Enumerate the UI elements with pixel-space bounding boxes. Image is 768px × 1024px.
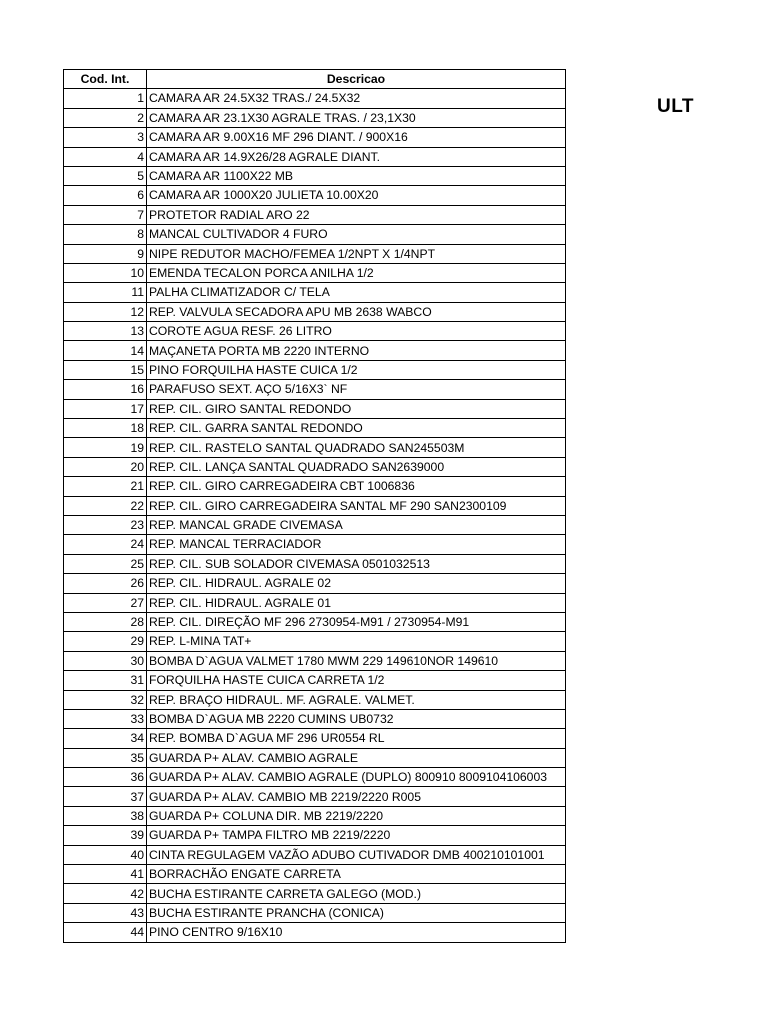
- cell-descricao: PINO FORQUILHA HASTE CUICA 1/2: [147, 360, 566, 379]
- table-row: [64, 263, 566, 282]
- table-row: [64, 535, 566, 554]
- header-descricao: Descricao: [147, 70, 566, 89]
- cell-cod-int: 2: [64, 108, 147, 127]
- table-row: [64, 806, 566, 825]
- cell-cod-int: 27: [64, 593, 147, 612]
- table-row: [64, 826, 566, 845]
- cell-cod-int: 13: [64, 322, 147, 341]
- cell-cod-int: 41: [64, 865, 147, 884]
- cell-cod-int: 7: [64, 205, 147, 224]
- cell-descricao: REP. CIL. GIRO SANTAL REDONDO: [147, 399, 566, 418]
- table-row: [64, 574, 566, 593]
- cell-descricao: CAMARA AR 23.1X30 AGRALE TRAS. / 23,1X30: [147, 108, 566, 127]
- cell-cod-int: 21: [64, 477, 147, 496]
- cell-cod-int: 6: [64, 186, 147, 205]
- table-row: [64, 845, 566, 864]
- table-row: [64, 225, 566, 244]
- cell-descricao: REP. CIL. GIRO CARREGADEIRA CBT 1006836: [147, 477, 566, 496]
- cell-descricao: MANCAL CULTIVADOR 4 FURO: [147, 225, 566, 244]
- cell-descricao: CAMARA AR 24.5X32 TRAS./ 24.5X32: [147, 89, 566, 108]
- cell-cod-int: 22: [64, 496, 147, 515]
- cell-descricao: GUARDA P+ ALAV. CAMBIO AGRALE (DUPLO) 800910 8009104106003: [147, 768, 566, 787]
- cell-descricao: REP. CIL. DIREÇÃO MF 296 2730954-M91 / 2730954-M91: [147, 612, 566, 631]
- cell-cod-int: 29: [64, 632, 147, 651]
- cell-descricao: CINTA REGULAGEM VAZÃO ADUBO CUTIVADOR DMB 400210101001: [147, 845, 566, 864]
- cell-descricao: BUCHA ESTIRANTE CARRETA GALEGO (MOD.): [147, 884, 566, 903]
- cell-cod-int: 3: [64, 128, 147, 147]
- cell-descricao: REP. CIL. SUB SOLADOR CIVEMASA 0501032513: [147, 554, 566, 573]
- cell-descricao: REP. CIL. LANÇA SANTAL QUADRADO SAN2639000: [147, 457, 566, 476]
- table-row: [64, 671, 566, 690]
- cell-descricao: PALHA CLIMATIZADOR C/ TELA: [147, 283, 566, 302]
- table-row: [64, 302, 566, 321]
- table-row: [64, 593, 566, 612]
- cell-descricao: FORQUILHA HASTE CUICA CARRETA 1/2: [147, 671, 566, 690]
- cell-cod-int: 19: [64, 438, 147, 457]
- table-row: [64, 457, 566, 476]
- cell-descricao: REP. BRAÇO HIDRAUL. MF. AGRALE. VALMET.: [147, 690, 566, 709]
- cell-descricao: REP. MANCAL GRADE CIVEMASA: [147, 515, 566, 534]
- table-row: [64, 360, 566, 379]
- cell-descricao: GUARDA P+ TAMPA FILTRO MB 2219/2220: [147, 826, 566, 845]
- cell-cod-int: 36: [64, 768, 147, 787]
- table-row: [64, 612, 566, 631]
- cell-cod-int: 15: [64, 360, 147, 379]
- cell-cod-int: 12: [64, 302, 147, 321]
- table-row: [64, 399, 566, 418]
- table-row: [64, 419, 566, 438]
- cell-descricao: CAMARA AR 1000X20 JULIETA 10.00X20: [147, 186, 566, 205]
- cell-descricao: CAMARA AR 14.9X26/28 AGRALE DIANT.: [147, 147, 566, 166]
- cell-cod-int: 1: [64, 89, 147, 108]
- parts-table: [63, 69, 566, 943]
- cell-cod-int: 43: [64, 903, 147, 922]
- cell-cod-int: 10: [64, 263, 147, 282]
- table-row: [64, 729, 566, 748]
- table-row: [64, 632, 566, 651]
- table-row: [64, 709, 566, 728]
- table-row: [64, 186, 566, 205]
- cell-descricao: NIPE REDUTOR MACHO/FEMEA 1/2NPT X 1/4NPT: [147, 244, 566, 263]
- table-row: [64, 923, 566, 942]
- table-row: [64, 554, 566, 573]
- table-row: [64, 477, 566, 496]
- cell-descricao: REP. MANCAL TERRACIADOR: [147, 535, 566, 554]
- cell-cod-int: 24: [64, 535, 147, 554]
- table-row: [64, 322, 566, 341]
- cell-cod-int: 34: [64, 729, 147, 748]
- table-row: [64, 496, 566, 515]
- cell-descricao: PROTETOR RADIAL ARO 22: [147, 205, 566, 224]
- table-body: [64, 89, 566, 942]
- table-row: [64, 690, 566, 709]
- cell-descricao: GUARDA P+ COLUNA DIR. MB 2219/2220: [147, 806, 566, 825]
- table-row: [64, 787, 566, 806]
- cell-cod-int: 42: [64, 884, 147, 903]
- table-row: [64, 515, 566, 534]
- table-row: [64, 884, 566, 903]
- table-row: [64, 128, 566, 147]
- cell-descricao: EMENDA TECALON PORCA ANILHA 1/2: [147, 263, 566, 282]
- table-row: [64, 768, 566, 787]
- header-cod-int: Cod. Int.: [64, 70, 147, 89]
- cell-descricao: PARAFUSO SEXT. AÇO 5/16X3` NF: [147, 380, 566, 399]
- cell-cod-int: 17: [64, 399, 147, 418]
- cell-descricao: REP. CIL. GARRA SANTAL REDONDO: [147, 419, 566, 438]
- table-row: [64, 89, 566, 108]
- table-row: [64, 380, 566, 399]
- cell-descricao: REP. CIL. HIDRAUL. AGRALE 02: [147, 574, 566, 593]
- table-row: [64, 283, 566, 302]
- cell-descricao: REP. CIL. GIRO CARREGADEIRA SANTAL MF 290 SAN2300109: [147, 496, 566, 515]
- cell-cod-int: 39: [64, 826, 147, 845]
- cell-cod-int: 20: [64, 457, 147, 476]
- cell-cod-int: 35: [64, 748, 147, 767]
- cell-descricao: BUCHA ESTIRANTE PRANCHA (CONICA): [147, 903, 566, 922]
- cell-descricao: REP. BOMBA D`AGUA MF 296 UR0554 RL: [147, 729, 566, 748]
- table-row: [64, 147, 566, 166]
- table-row: [64, 748, 566, 767]
- table-row: [64, 438, 566, 457]
- cell-cod-int: 18: [64, 419, 147, 438]
- cell-descricao: BOMBA D`AGUA VALMET 1780 MWM 229 149610NOR 149610: [147, 651, 566, 670]
- header-row: [64, 70, 566, 89]
- cell-descricao: REP. CIL. RASTELO SANTAL QUADRADO SAN245503M: [147, 438, 566, 457]
- cell-cod-int: 32: [64, 690, 147, 709]
- table-row: [64, 651, 566, 670]
- cell-descricao: REP. CIL. HIDRAUL. AGRALE 01: [147, 593, 566, 612]
- cell-cod-int: 16: [64, 380, 147, 399]
- cell-cod-int: 4: [64, 147, 147, 166]
- cell-descricao: REP. VALVULA SECADORA APU MB 2638 WABCO: [147, 302, 566, 321]
- cell-descricao: CAMARA AR 9.00X16 MF 296 DIANT. / 900X16: [147, 128, 566, 147]
- cell-cod-int: 30: [64, 651, 147, 670]
- cell-descricao: REP. L-MINA TAT+: [147, 632, 566, 651]
- cell-cod-int: 8: [64, 225, 147, 244]
- cell-cod-int: 23: [64, 515, 147, 534]
- table-row: [64, 166, 566, 185]
- cell-cod-int: 5: [64, 166, 147, 185]
- cell-descricao: COROTE AGUA RESF. 26 LITRO: [147, 322, 566, 341]
- cell-descricao: PINO CENTRO 9/16X10: [147, 923, 566, 942]
- cell-cod-int: 11: [64, 283, 147, 302]
- cell-cod-int: 38: [64, 806, 147, 825]
- cell-cod-int: 40: [64, 845, 147, 864]
- cell-cod-int: 25: [64, 554, 147, 573]
- cell-cod-int: 37: [64, 787, 147, 806]
- cell-cod-int: 31: [64, 671, 147, 690]
- cell-cod-int: 28: [64, 612, 147, 631]
- cell-descricao: BORRACHÃO ENGATE CARRETA: [147, 865, 566, 884]
- table-row: [64, 244, 566, 263]
- cell-cod-int: 44: [64, 923, 147, 942]
- table-row: [64, 108, 566, 127]
- table-row: [64, 903, 566, 922]
- table-row: [64, 205, 566, 224]
- cell-cod-int: 9: [64, 244, 147, 263]
- cell-cod-int: 26: [64, 574, 147, 593]
- cell-cod-int: 14: [64, 341, 147, 360]
- table-row: [64, 865, 566, 884]
- cell-descricao: GUARDA P+ ALAV. CAMBIO MB 2219/2220 R005: [147, 787, 566, 806]
- cell-descricao: GUARDA P+ ALAV. CAMBIO AGRALE: [147, 748, 566, 767]
- cell-descricao: CAMARA AR 1100X22 MB: [147, 166, 566, 185]
- table-row: [64, 341, 566, 360]
- cell-descricao: BOMBA D`AGUA MB 2220 CUMINS UB0732: [147, 709, 566, 728]
- cell-cod-int: 33: [64, 709, 147, 728]
- cell-descricao: MAÇANETA PORTA MB 2220 INTERNO: [147, 341, 566, 360]
- side-label: ULT: [657, 96, 695, 117]
